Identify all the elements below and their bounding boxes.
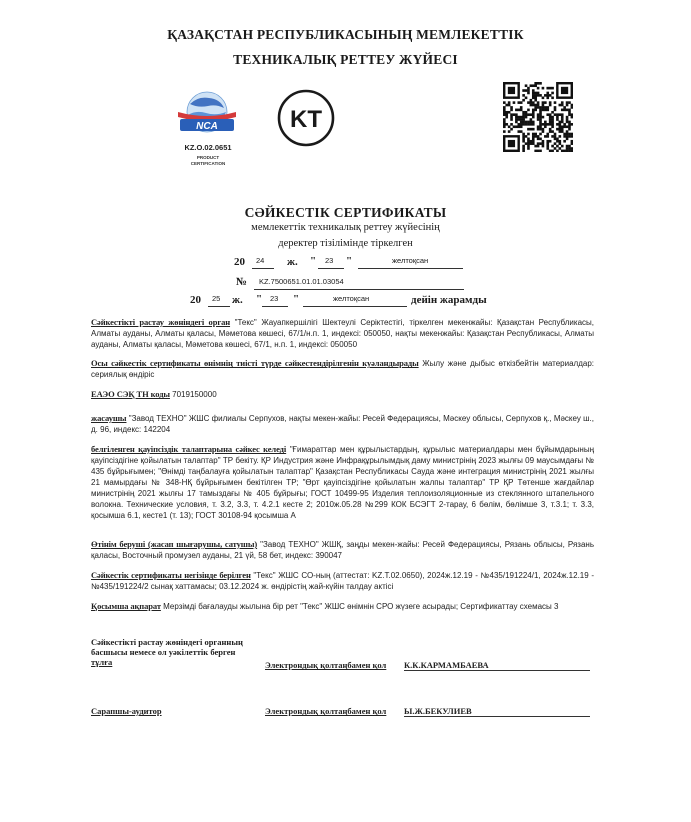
kt-conformity-mark-icon bbox=[277, 89, 335, 147]
valid-day: 23 bbox=[270, 294, 279, 303]
head-signatory-label: Сәйкестікті растау жөніндегі органның басшысы немесе ол уәкілеттік берген тұлға bbox=[91, 637, 243, 667]
header-line-2: ТЕХНИКАЛЫҚ РЕТТЕУ ЖҮЙЕСІ bbox=[233, 52, 458, 67]
auditor-sign-method: Электрондық қолтаңбамен қол bbox=[265, 706, 387, 716]
auditor-name: Ы.Ж.БЕКУЛИЕВ bbox=[404, 706, 472, 716]
valid-suffix: дейін жарамды bbox=[411, 294, 487, 306]
nca-logo-text: NCA bbox=[196, 121, 218, 132]
number-label: № bbox=[236, 276, 248, 288]
certificate-page: ҚАЗАҚСТАН РЕСПУБЛИКАСЫНЫҢ МЕМЛЕКЕТТІК ТЕХНИКАЛЫҚ РЕТТЕУ ЖҮЙЕСІ NCA KZ.O.02.0651 PRODUCT CERTIFICATION KT СӘЙКЕСТІК СЕРТИФИКАТЫ мемлекеттік техникалық реттеу жүйесінің деректер тізілімінде тіркелген 20 24 ж. " 23 " желтоқсан № KZ.7500651.01.01.03054 20 25 ж. " 23 " желтоқсан дейін жарамды Сәйкестікті растау жөніндегі орган "Текс" Жауапкершілігі Шектеулі Серіктестігі, тіркелген мекенжайы: Қазақстан Республикасы, Алматы ауданы, Алматы қаласы, Мәметова көшесі, 67/1/н.п. 1, индексі: 050050, нақты мекенжайы: Қазақстан Республикасы, Алматы ауданы, Алматы қаласы, Мәметова көшесі, 67/1, н.п. 1, индексі: 050050 Осы сәйкестік сертификаты өнімнің тиісті түрде сәйкестендірілгенін куәландырады Жылу және дыбыс өткізбейтін материалдар: сериялық өндіріс ЕАЭО СЭҚ ТН коды 7019150000 жасаушы "Завод ТЕХНО" ЖШС филиалы Серпухов, нақты мекен-жайы: Ресей Федерациясы, Мәскеу облысы, Серпухов қ., Мәскеу ш., д. 96, индекс: 142204 белгіленген қауіпсіздік талаптарына сәйкес келеді "Ғимараттар мен құрылыстардың, құрылыс материалдары мен бұйымдарының қауіпсіздігіне қойылатын талаптар" ТР бекіту. ҚР Индустрия және Инфрақұрылымдық даму министрінің 2023 жылғы 09 маусымдағы № 435 бұйрығымен; "Өнімді таңбалауға қойылатын талаптар" Қазақстан Республикасы Сауда және интеграция министрінің 2021 жылғы 21 мамырдағы № 348-НҚ бұйрығымен бекітілген ТР; "Өрт қауіпсіздігіне қойылатын жалпы талаптар" ТР ҚР Төтенше жағдайлар министрінің 2021 жылғы 17 тамыздағы № 405 бұйрығы; ГОСТ 10499-95 Изделия теплоизоляционные из стеклянного штапельного волокна. Технические условия, т. 3.2, 3.3, т. 4.2.1 кесте 2; 2010ж.05.28 №299 КОК БСЭГТ 2-тарау, 6 бөлім, бөлімше 3, т.3.1; т. 3.3, қосымша 6.1, кесте1 (т. 13); ГОСТ 30108-94 қосымша А Өтінім беруші (жасап шығарушы, сатушы) "Завод ТЕХНО" ЖШҚ, заңды мекен-жайы: Ресей Федерациясы, Рязань облысы, Рязань қаласы, Восточный промузел ауданы, 21 үй, 58 бет, индекс: 390047 Сәйкестік сертификаты негізінде берілген "Текс" ЖШС СО-ның (аттестат: KZ.T.02.0650), 2024ж.12.19 - №435/191224/1, 2024ж.12.19 - №435/191224/2 сынақ хаттамасы; 03.12.2024 ж. өндірістің жай-күйін талдау актісі Қосымша ақпарат Мерзімді бағалауды жылына бір рет "Текс" ЖШС өнімнін СРО жүзеге асырады; Сертификаттау схемасы 3 Сәйкестікті растау жөніндегі органның басшысы немесе ол уәкілеттік берген тұлға Электрондық қолтаңбамен қол К.К.КАРМАМБАЕВА Сарапшы-аудитор Электрондық қолтаңбамен қол Ы.Ж.БЕКУЛИЕВ bbox=[0, 0, 691, 822]
issue-year: 24 bbox=[256, 256, 265, 265]
section-issue-basis: Сәйкестік сертификаты негізінде берілген "Текс" ЖШС СО-ның (аттестат: KZ.T.02.0650), 2024ж.12.19 - №435/191224/1, 2024ж.12.19 - №435/191224/2 сынақ хаттамасы; 03.12.2024 ж. өндірістің жай-күйін талдау актісі bbox=[91, 570, 594, 591]
section-certification-body: Сәйкестікті растау жөніндегі орган "Текс" Жауапкершілігі Шектеулі Серіктестігі, тіркелген мекенжайы: Қазақстан Республикасы, Алматы ауданы, Алматы қаласы, Мәметова көшесі, 67/1/н.п. 1, индексі: 050050, нақты мекенжайы: Қазақстан Республикасы, Алматы ауданы, Алматы қаласы, Мәметова көшесі, 67/1, н.п. 1, индексі: 050050 bbox=[91, 317, 594, 349]
section-additional-info: Қосымша ақпарат Мерзімді бағалауды жылына бір рет "Текс" ЖШС өнімнін СРО жүзеге асырады; Сертификаттау схемасы 3 bbox=[91, 601, 559, 611]
section-applicant: Өтінім беруші (жасап шығарушы, сатушы) "Завод ТЕХНО" ЖШҚ, заңды мекен-жайы: Ресей Федерациясы, Рязань облысы, Рязань қаласы, Восточный промузел ауданы, 21 үй, 58 бет, индекс: 390047 bbox=[91, 539, 594, 560]
registry-line-1: мемлекеттік техникалық реттеу жүйесінің bbox=[251, 222, 440, 233]
issue-year-prefix: 20 bbox=[234, 256, 245, 268]
valid-year: 25 bbox=[212, 294, 221, 303]
nca-accreditation-code: KZ.O.02.0651 bbox=[184, 143, 232, 152]
nca-subtitle: PRODUCT CERTIFICATION bbox=[190, 155, 226, 166]
certificate-title: СӘЙКЕСТІК СЕРТИФИКАТЫ bbox=[244, 205, 447, 220]
nca-logo-icon bbox=[176, 90, 238, 140]
auditor-label: Сарапшы-аудитор bbox=[91, 706, 162, 716]
issue-year-suffix: ж. bbox=[287, 256, 298, 268]
valid-year-suffix: ж. bbox=[232, 294, 243, 306]
kt-mark-text: KT bbox=[290, 106, 322, 133]
head-sign-method: Электрондық қолтаңбамен қол bbox=[265, 660, 387, 670]
section-manufacturer: жасаушы "Завод ТЕХНО" ЖШС филиалы Серпухов, нақты мекен-жайы: Ресей Федерациясы, Мәскеу облысы, Серпухов қ., Мәскеу ш., д. 96, индекс: 142204 bbox=[91, 413, 594, 434]
head-signatory-name: К.К.КАРМАМБАЕВА bbox=[404, 660, 489, 670]
valid-year-prefix: 20 bbox=[190, 294, 201, 306]
header-line-1: ҚАЗАҚСТАН РЕСПУБЛИКАСЫНЫҢ МЕМЛЕКЕТТІК bbox=[167, 27, 524, 42]
registry-line-2: деректер тізілімінде тіркелген bbox=[278, 238, 413, 249]
certificate-number: KZ.7500651.01.01.03054 bbox=[259, 277, 344, 286]
issue-day: 23 bbox=[325, 256, 334, 265]
issue-month: желтоқсан bbox=[392, 256, 429, 265]
valid-month: желтоқсан bbox=[333, 294, 370, 303]
section-safety-requirements: белгіленген қауіпсіздік талаптарына сәйкес келеді "Ғимараттар мен құрылыстардың, құрылыс материалдары мен бұйымдарының қауіпсіздігіне қойылатын талаптар" ТР бекіту. ҚР Индустрия және Инфрақұрылымдық даму министрінің 2023 жылғы 09 маусымдағы № 435 бұйрығымен; "Өнімді таңбалауға қойылатын талаптар" Қазақстан Республикасы Сауда және интеграция министрінің 2021 жылғы 21 мамырдағы № 348-НҚ бұйрығымен бекітілген ТР; "Өрт қауіпсіздігіне қойылатын жалпы талаптар" ТР ҚР Төтенше жағдайлар министрінің 2021 жылғы 17 тамыздағы № 405 бұйрығы; ГОСТ 10499-95 Изделия теплоизоляционные из стеклянного штапельного волокна. Технические условия, т. 3.2, 3.3, т. 4.2.1 кесте 2; 2010ж.05.28 №299 КОК БСЭГТ 2-тарау, 6 бөлім, бөлімше 3, т.3.1; т. 3.3, қосымша 6.1, кесте1 (т. 13); ГОСТ 30108-94 қосымша А bbox=[91, 444, 594, 520]
section-product: Осы сәйкестік сертификаты өнімнің тиісті түрде сәйкестендірілгенін куәландырады Жылу және дыбыс өткізбейтін материалдар: сериялық өндіріс bbox=[91, 358, 594, 379]
section-hs-code: ЕАЭО СЭҚ ТН коды 7019150000 bbox=[91, 389, 217, 399]
qr-code-icon bbox=[503, 82, 573, 152]
